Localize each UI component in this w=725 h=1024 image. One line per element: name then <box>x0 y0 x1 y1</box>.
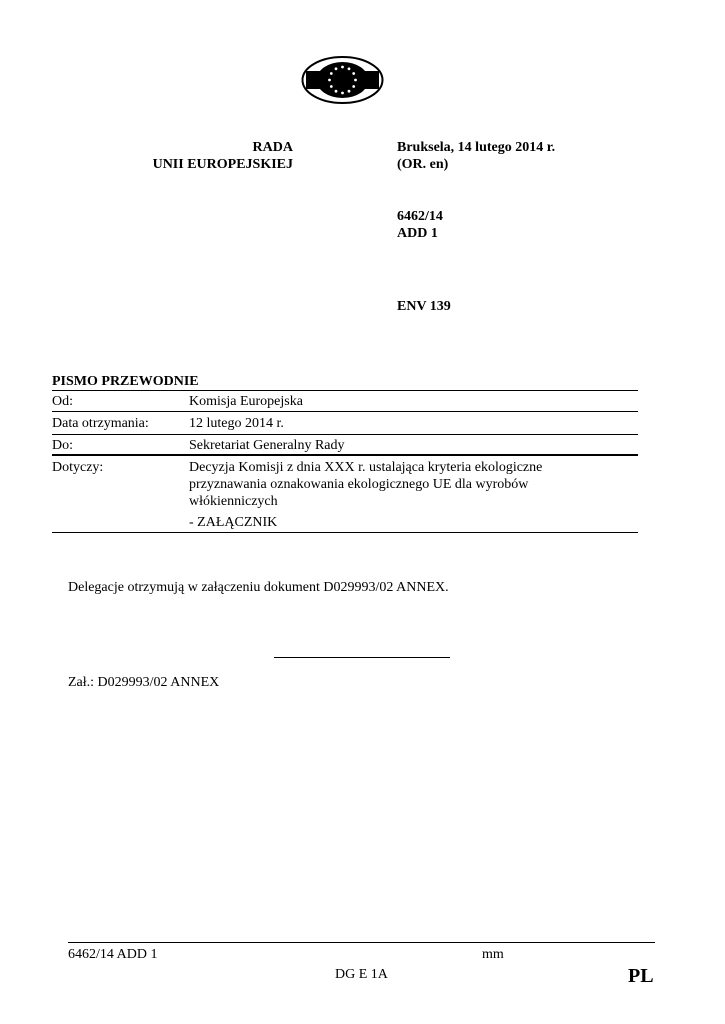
row-divider <box>52 434 638 435</box>
enclosure-line: Zał.: D029993/02 ANNEX <box>68 675 220 690</box>
from-label: Od: <box>52 394 73 409</box>
institution-line2: UNII EUROPEJSKIEJ <box>152 157 293 172</box>
date-received-label: Data otrzymania: <box>52 416 149 431</box>
title-rule <box>52 390 638 391</box>
date-received-value: 12 lutego 2014 r. <box>189 416 284 431</box>
subject-code: ENV 139 <box>397 299 451 314</box>
institution-name <box>150 139 293 173</box>
institution-line1: RADA <box>252 140 293 155</box>
table-bottom-rule <box>52 532 638 533</box>
place-date-block <box>397 139 555 173</box>
cover-note-title: PISMO PRZEWODNIE <box>52 374 199 389</box>
to-label: Do: <box>52 438 73 453</box>
to-value: Sekretariat Generalny Rady <box>189 438 345 453</box>
document-number-block <box>397 208 443 242</box>
footer-rule <box>68 942 655 943</box>
subject-label: Dotyczy: <box>52 460 104 475</box>
row-divider <box>52 454 638 456</box>
separator-line <box>274 657 450 658</box>
footer-initials: mm <box>482 947 504 962</box>
original-language: (OR. en) <box>397 157 449 172</box>
subject-annex: - ZAŁĄCZNIK <box>189 515 278 530</box>
language-code: PL <box>628 965 654 987</box>
council-of-eu-logo-icon <box>300 55 385 105</box>
document-number: 6462/14 <box>397 209 443 224</box>
subject-value: Decyzja Komisji z dnia XXX r. ustalająca kryteria ekologiczne przyznawania oznakowania ekologicznego UE dla wyrobów włókienniczych <box>189 460 543 509</box>
footer-reference: 6462/14 ADD 1 <box>68 947 158 962</box>
body-text: Delegacje otrzymują w załączeniu dokument D029993/02 ANNEX. <box>68 580 449 595</box>
addendum: ADD 1 <box>397 226 438 241</box>
place-date: Bruksela, 14 lutego 2014 r. <box>397 140 556 155</box>
footer-dg: DG E 1A <box>335 967 388 982</box>
from-value: Komisja Europejska <box>189 394 303 409</box>
row-divider <box>52 411 638 412</box>
